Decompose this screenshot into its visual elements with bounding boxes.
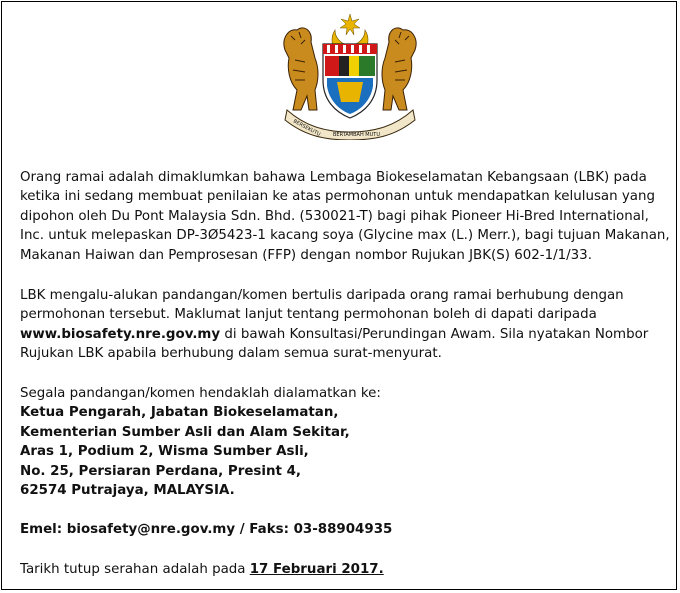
paragraph-line: Inc. untuk melepaskan DP-3Ø5423-1 kacang soya (Glycine max (L.) Merr.), bagi tujuan Makanan,: [20, 228, 670, 244]
address-block: [20, 384, 670, 500]
contact-text: Emel: biosafety@nre.gov.my / Faks: 03-88904935: [20, 522, 393, 537]
motto-right-text: BERTAMBAH MUTU: [333, 132, 380, 138]
address-line: No. 25, Persiaran Perdana, Presint 4,: [20, 463, 301, 479]
deadline-line: [20, 560, 670, 579]
contact-line: [20, 520, 670, 539]
deadline-date: 17 Februari 2017.: [249, 562, 384, 577]
address-line: Kementerian Sumber Asli dan Alam Sekitar,: [20, 424, 350, 440]
coat-of-arms-emblem: [275, 10, 425, 140]
paragraph-line: Orang ramai adalah dimaklumkan bahawa Lembaga Biokeselamatan Kebangsaan (LBK) pada: [20, 170, 647, 185]
paragraph-line: [20, 325, 670, 344]
right-tiger-icon: [382, 28, 416, 110]
paragraph-line: dipohon oleh Du Pont Malaysia Sdn. Bhd. (530021-T) bagi pihak Pioneer Hi-Bred International,: [20, 208, 649, 224]
address-intro: Segala pandangan/komen hendaklah dialamatkan ke:: [20, 386, 381, 401]
paragraph-line-rest: di bawah Konsultasi/Perundingan Awam. Sila nyatakan Nombor: [220, 326, 649, 342]
deadline-prefix: Tarikh tutup serahan adalah pada: [20, 562, 250, 577]
shield-icon: [323, 44, 377, 118]
address-line: 62574 Putrajaya, MALAYSIA.: [20, 483, 235, 499]
website-link[interactable]: www.biosafety.nre.gov.my: [20, 326, 221, 342]
paragraph-comments: [20, 286, 670, 364]
paragraph-announcement: [20, 168, 670, 265]
deadline-text: [20, 560, 670, 579]
paragraph-line: permohonan tersebut. Maklumat lanjut tentang permohonan boleh di dapati daripada: [20, 307, 597, 323]
address-line: Ketua Pengarah, Jabatan Biokeselamatan,: [20, 405, 339, 421]
paragraph-line: Makanan Haiwan dan Pemprosesan (FFP) dengan nombor Rujukan JBK(S) 602-1/1/33.: [20, 247, 592, 263]
left-tiger-icon: [284, 28, 318, 110]
paragraph-line: Rujukan LBK apabila berhubung dalam semua surat-menyurat.: [20, 346, 442, 362]
motto-left-text: BERSEKUTU: [292, 118, 322, 138]
address-line: Aras 1, Podium 2, Wisma Sumber Asli,: [20, 444, 309, 460]
paragraph-line: LBK mengalu-alukan pandangan/komen bertulis daripada orang ramai berhubung dengan: [20, 288, 624, 303]
paragraph-line: ketika ini sedang membuat penilaian ke atas permohonan untuk mendapatkan kelulusan yang: [20, 189, 656, 205]
